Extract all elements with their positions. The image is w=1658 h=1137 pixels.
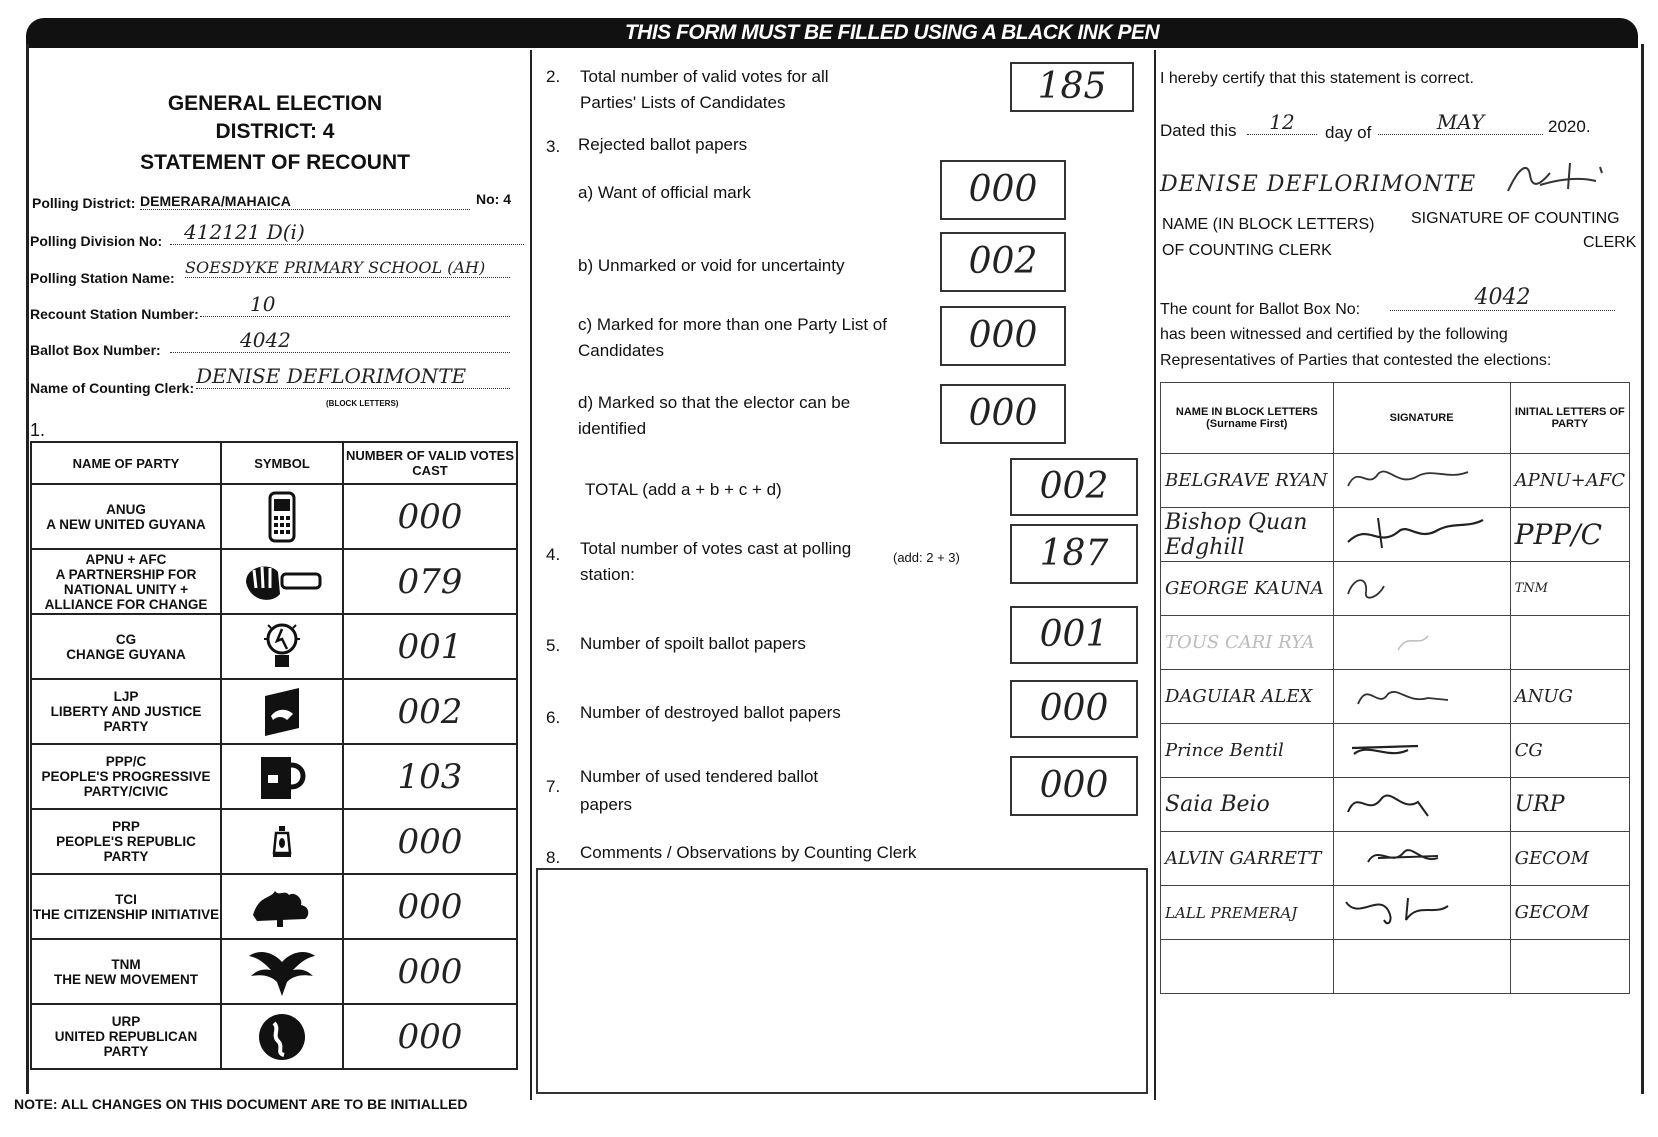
count-value: 4042 [1390, 285, 1615, 311]
total-value-box: 002 [1010, 458, 1138, 516]
clerk-name-signature-line: DENISE DEFLORIMONTE [1160, 172, 1477, 197]
col-party-name: NAME OF PARTY [31, 442, 221, 484]
rep-row [1161, 670, 1630, 724]
party-row [31, 1004, 517, 1069]
clerk-value: DENISE DEFLORIMONTE [196, 364, 510, 389]
column-divider-right [1154, 50, 1156, 1100]
district-number: No: 4 [476, 191, 511, 207]
rep-row [1161, 886, 1630, 940]
party-votes: 000 [343, 1004, 517, 1069]
polling-district-value: DEMERARA/MAHAICA [140, 193, 470, 210]
division-value: 412121 D(i) [170, 220, 524, 245]
day-value: 12 [1247, 110, 1317, 135]
rep-row [1161, 778, 1630, 832]
rep-row [1161, 616, 1630, 670]
division-label: Polling Division No: [30, 233, 163, 249]
party-row [31, 614, 517, 679]
rep-name [1161, 940, 1334, 994]
party-name: UNITED REPUBLICAN PARTY [54, 1029, 198, 1059]
party-abbr: ANUG [106, 501, 146, 517]
header-title-3: STATEMENT OF RECOUNT [140, 151, 410, 174]
rep-name: Prince Bentil [1161, 724, 1334, 778]
day-of-label: day of [1325, 123, 1372, 142]
party-row [31, 484, 517, 549]
q6-text: Number of destroyed ballot papers [580, 703, 841, 722]
party-row [31, 744, 517, 809]
q7-number: 7. [546, 777, 561, 796]
party-votes: 001 [343, 614, 517, 679]
rep-signature [1333, 670, 1510, 724]
q3-number: 3. [546, 137, 561, 156]
rep-party [1510, 616, 1629, 670]
rep-name: BELGRAVE RYAN [1161, 454, 1334, 508]
qd-text-line1: d) Marked so that the elector can be [578, 393, 851, 412]
q2-text-line2: Parties' Lists of Candidates [580, 93, 786, 112]
party-name: PEOPLE'S PROGRESSIVE PARTY/CIVIC [41, 769, 211, 799]
banner-text: THIS FORM MUST BE FILLED USING A BLACK INK PEN [624, 21, 1160, 44]
tree-icon [221, 874, 343, 939]
hand-icon [221, 549, 343, 614]
q4-add-note: (add: 2 + 3) [893, 550, 960, 565]
month-value: MAY [1378, 110, 1543, 135]
rep-signature [1333, 778, 1510, 832]
col-rep-name: NAME IN BLOCK LETTERS (Surname First) [1161, 383, 1334, 454]
rep-table-header [1161, 383, 1630, 454]
party-name: CHANGE GUYANA [66, 646, 186, 662]
qc-text-line2: Candidates [578, 341, 665, 360]
q8-text: Comments / Observations by Counting Clerk [580, 843, 917, 862]
col-symbol: SYMBOL [221, 442, 343, 484]
polling-district-label: Polling District: [32, 195, 136, 211]
party-abbr: URP [111, 1014, 141, 1029]
rep-row [1161, 562, 1630, 616]
rep-party: URP [1510, 778, 1629, 832]
map-icon [221, 1004, 343, 1069]
phone-icon [221, 484, 343, 549]
qb-text: b) Unmarked or void for uncertainty [578, 256, 845, 275]
party-table-header [31, 442, 517, 484]
block-letters-note: (BLOCK LETTERS) [326, 399, 399, 408]
rep-party: TNM [1510, 562, 1629, 616]
rep-signature [1333, 616, 1510, 670]
rep-signature [1333, 940, 1510, 994]
rep-signature [1333, 562, 1510, 616]
party-abbr: LJP [113, 689, 139, 704]
party-row [31, 549, 517, 614]
party-abbr: APNU + AFC [85, 551, 167, 567]
sig-label-line1: SIGNATURE OF COUNTING [1411, 210, 1620, 227]
rep-row [1161, 832, 1630, 886]
party-row [31, 679, 517, 744]
q4-value-box: 187 [1010, 524, 1138, 584]
col-votes: NUMBER OF VALID VOTES CAST [343, 442, 517, 484]
party-name: A PARTNERSHIP FOR NATIONAL UNITY + ALLIANCE FOR CHANGE [44, 566, 208, 612]
q8-number: 8. [546, 848, 561, 867]
rep-row [1161, 724, 1630, 778]
q2-value-box: 185 [1010, 62, 1134, 112]
qa-value-box: 000 [940, 160, 1066, 220]
party-votes: 000 [343, 874, 517, 939]
q5-value-box: 001 [1010, 606, 1138, 664]
rep-row [1161, 508, 1630, 562]
rep-signature [1333, 724, 1510, 778]
qc-text-line1: c) Marked for more than one Party List of [578, 315, 887, 334]
station-value: SOESDYKE PRIMARY SCHOOL (AH) [185, 258, 510, 278]
total-text: TOTAL (add a + b + c + d) [585, 480, 782, 499]
rep-name: Bishop Quan Edghill [1161, 508, 1334, 562]
station-label: Polling Station Name: [30, 270, 175, 286]
q2-number: 2. [546, 67, 561, 86]
q7-text-line2: papers [580, 795, 632, 814]
header-title-1: GENERAL ELECTION [167, 92, 383, 115]
footer-note: NOTE: ALL CHANGES ON THIS DOCUMENT ARE TO BE INITIALLED [14, 1096, 468, 1112]
witness-line2: Representatives of Parties that contested the elections: [1160, 352, 1552, 369]
column-divider-left [530, 50, 532, 1100]
rep-row [1161, 454, 1630, 508]
q7-text-line1: Number of used tendered ballot [580, 767, 819, 786]
recount-value: 10 [200, 292, 510, 317]
party-votes: 000 [343, 484, 517, 549]
rep-name: LALL PREMERAJ [1161, 886, 1334, 940]
header-title-2: DISTRICT: 4 [215, 120, 335, 143]
rep-name: GEORGE KAUNA [1161, 562, 1334, 616]
rep-party: GECOM [1510, 886, 1629, 940]
party-table [30, 441, 518, 1070]
rep-signature [1333, 454, 1510, 508]
name-label-line1: NAME (IN BLOCK LETTERS) [1162, 216, 1375, 233]
party-abbr: TCI [115, 891, 137, 907]
rep-row [1161, 940, 1630, 994]
comments-box[interactable] [536, 868, 1148, 1094]
party-name: A NEW UNITED GUYANA [46, 516, 206, 532]
count-label: The count for Ballot Box No: [1160, 301, 1361, 318]
party-votes: 000 [343, 809, 517, 874]
q2-text-line1: Total number of valid votes for all [580, 67, 829, 86]
name-label-line2: OF COUNTING CLERK [1162, 242, 1332, 259]
rep-party: PPP/C [1510, 508, 1629, 562]
qd-value-box: 000 [940, 384, 1066, 444]
party-votes: 000 [343, 939, 517, 1004]
party-votes: 079 [343, 549, 517, 614]
clerk-signature [1500, 155, 1610, 205]
rep-name: TOUS CARI RYA [1161, 616, 1334, 670]
q4-text-line1: Total number of votes cast at polling [580, 539, 852, 558]
party-name: LIBERTY AND JUSTICE PARTY [50, 704, 202, 734]
cup-icon [221, 744, 343, 809]
ballot-box-label: Ballot Box Number: [30, 342, 161, 358]
certify-text: I hereby certify that this statement is correct. [1160, 70, 1474, 87]
qd-text-line2: identified [578, 419, 647, 438]
rep-party: GECOM [1510, 832, 1629, 886]
rep-party: APNU+AFC [1510, 454, 1629, 508]
party-row [31, 939, 517, 1004]
q7-value-box: 000 [1010, 756, 1138, 816]
q5-text: Number of spoilt ballot papers [580, 634, 806, 653]
rep-signature [1333, 886, 1510, 940]
lamp-icon [221, 809, 343, 874]
eagle-icon [221, 939, 343, 1004]
q6-number: 6. [546, 708, 561, 727]
qc-value-box: 000 [940, 306, 1066, 366]
year-text: 2020. [1548, 117, 1591, 136]
q6-value-box: 000 [1010, 680, 1138, 738]
rep-party [1510, 940, 1629, 994]
recount-label: Recount Station Number: [30, 306, 199, 322]
sig-label-line2: CLERK [1583, 234, 1637, 251]
clerk-label: Name of Counting Clerk: [30, 380, 195, 396]
handshake-icon [221, 679, 343, 744]
lightbulb-icon [221, 614, 343, 679]
party-abbr: PRP [112, 819, 140, 834]
party-name: THE NEW MOVEMENT [54, 971, 198, 987]
party-name: PEOPLE'S REPUBLIC PARTY [56, 834, 196, 864]
party-votes: 103 [343, 744, 517, 809]
rep-signature [1333, 832, 1510, 886]
party-abbr: TNM [111, 956, 141, 972]
ballot-box-value: 4042 [170, 328, 510, 353]
dated-label: Dated this [1160, 121, 1237, 140]
qb-value-box: 002 [940, 232, 1066, 292]
section-1-number: 1. [30, 420, 46, 440]
party-abbr: CG [115, 631, 137, 647]
witness-line1: has been witnessed and certified by the following [1160, 326, 1508, 343]
rep-name: Saia Beio [1161, 778, 1334, 832]
q4-number: 4. [546, 545, 561, 564]
representatives-table [1160, 382, 1630, 994]
q4-text-line2: station: [580, 565, 635, 584]
q3-text: Rejected ballot papers [578, 135, 748, 154]
qa-text: a) Want of official mark [578, 183, 751, 202]
party-row [31, 809, 517, 874]
col-rep-signature: SIGNATURE [1333, 383, 1510, 454]
col-rep-party: INITIAL LETTERS OF PARTY [1510, 383, 1629, 454]
party-name: THE CITIZENSHIP INITIATIVE [32, 906, 220, 922]
rep-signature [1333, 508, 1510, 562]
rep-party: CG [1510, 724, 1629, 778]
party-row [31, 874, 517, 939]
party-abbr: PPP/C [105, 754, 147, 769]
q5-number: 5. [546, 636, 561, 655]
rep-name: ALVIN GARRETT [1161, 832, 1334, 886]
rep-name: DAGUIAR ALEX [1161, 670, 1334, 724]
rep-party: ANUG [1510, 670, 1629, 724]
party-votes: 002 [343, 679, 517, 744]
